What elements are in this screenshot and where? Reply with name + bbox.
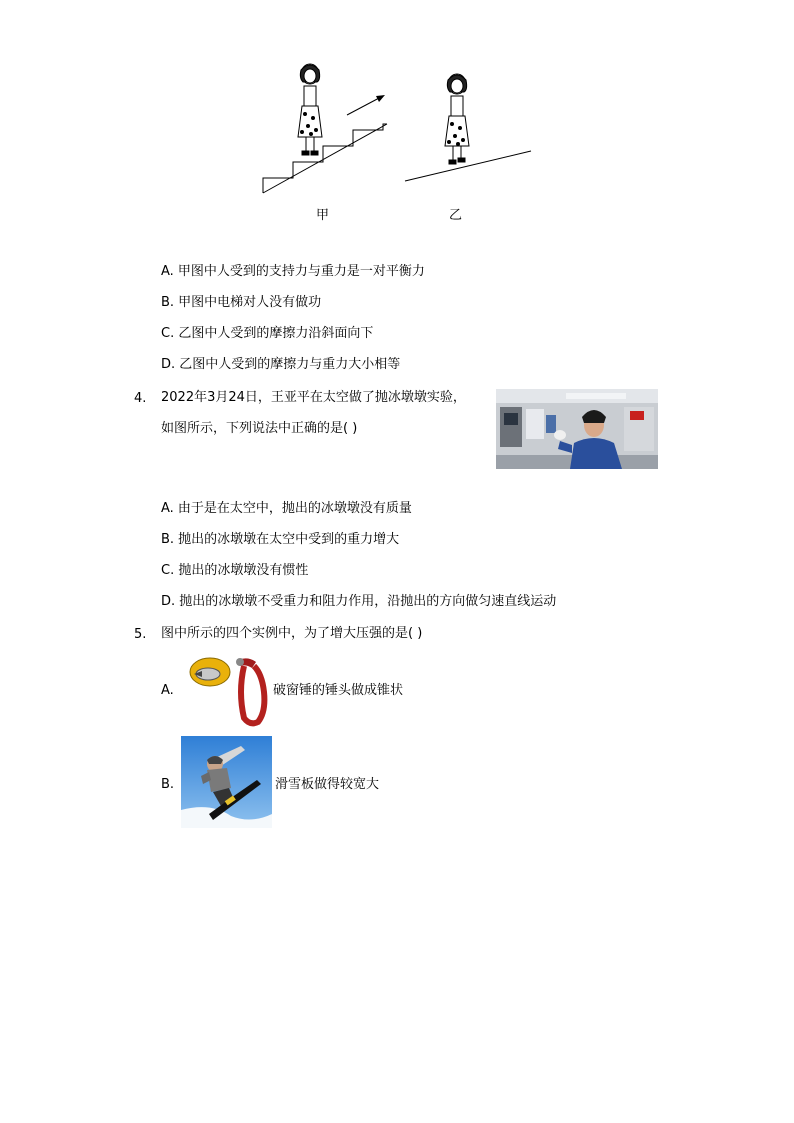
- figure-escalator-incline: [255, 60, 545, 200]
- q4-option-a[interactable]: A. 由于是在太空中，抛出的冰墩墩没有质量: [161, 501, 412, 516]
- q3-option-c[interactable]: C. 乙图中人受到的摩擦力沿斜面向下: [161, 326, 374, 341]
- arrow-icon: [347, 95, 385, 115]
- q5-option-a-text: 破窗锤的锤头做成锥状: [273, 683, 404, 698]
- question-number: 5.: [134, 627, 147, 642]
- window-breaker-hammer-image: [188, 652, 272, 728]
- q4-option-c[interactable]: C. 抛出的冰墩墩没有惯性: [161, 563, 309, 578]
- q5-option-b-text: 滑雪板做得较宽大: [275, 777, 380, 792]
- woman-figure-right: [445, 74, 469, 164]
- q4-stem-line2: 如图所示，下列说法中正确的是( ): [161, 421, 358, 436]
- incline-line: [405, 151, 531, 181]
- snowboarder-image: [181, 736, 272, 828]
- q4-stem-line1: 2022年3月24日，王亚平在太空做了抛冰墩墩实验，: [161, 390, 466, 405]
- stairs-drawing: [263, 124, 387, 193]
- space-station-photo: [496, 389, 658, 469]
- question-number: 4.: [134, 391, 147, 406]
- q3-option-d[interactable]: D. 乙图中人受到的摩擦力与重力大小相等: [161, 357, 401, 372]
- figure-label-right: 乙: [449, 208, 463, 223]
- q3-option-a[interactable]: A. 甲图中人受到的支持力与重力是一对平衡力: [161, 264, 425, 279]
- q4-option-b[interactable]: B. 抛出的冰墩墩在太空中受到的重力增大: [161, 532, 400, 547]
- q3-option-b[interactable]: B. 甲图中电梯对人没有做功: [161, 295, 322, 310]
- woman-figure-left: [298, 64, 322, 155]
- q4-option-d[interactable]: D. 抛出的冰墩墩不受重力和阻力作用，沿抛出的方向做匀速直线运动: [161, 594, 557, 609]
- q5-option-b-letter[interactable]: B.: [161, 777, 175, 792]
- q5-option-a-letter[interactable]: A.: [161, 683, 174, 698]
- figure-label-left: 甲: [316, 208, 330, 223]
- q5-stem: 图中所示的四个实例中，为了增大压强的是( ): [161, 626, 423, 641]
